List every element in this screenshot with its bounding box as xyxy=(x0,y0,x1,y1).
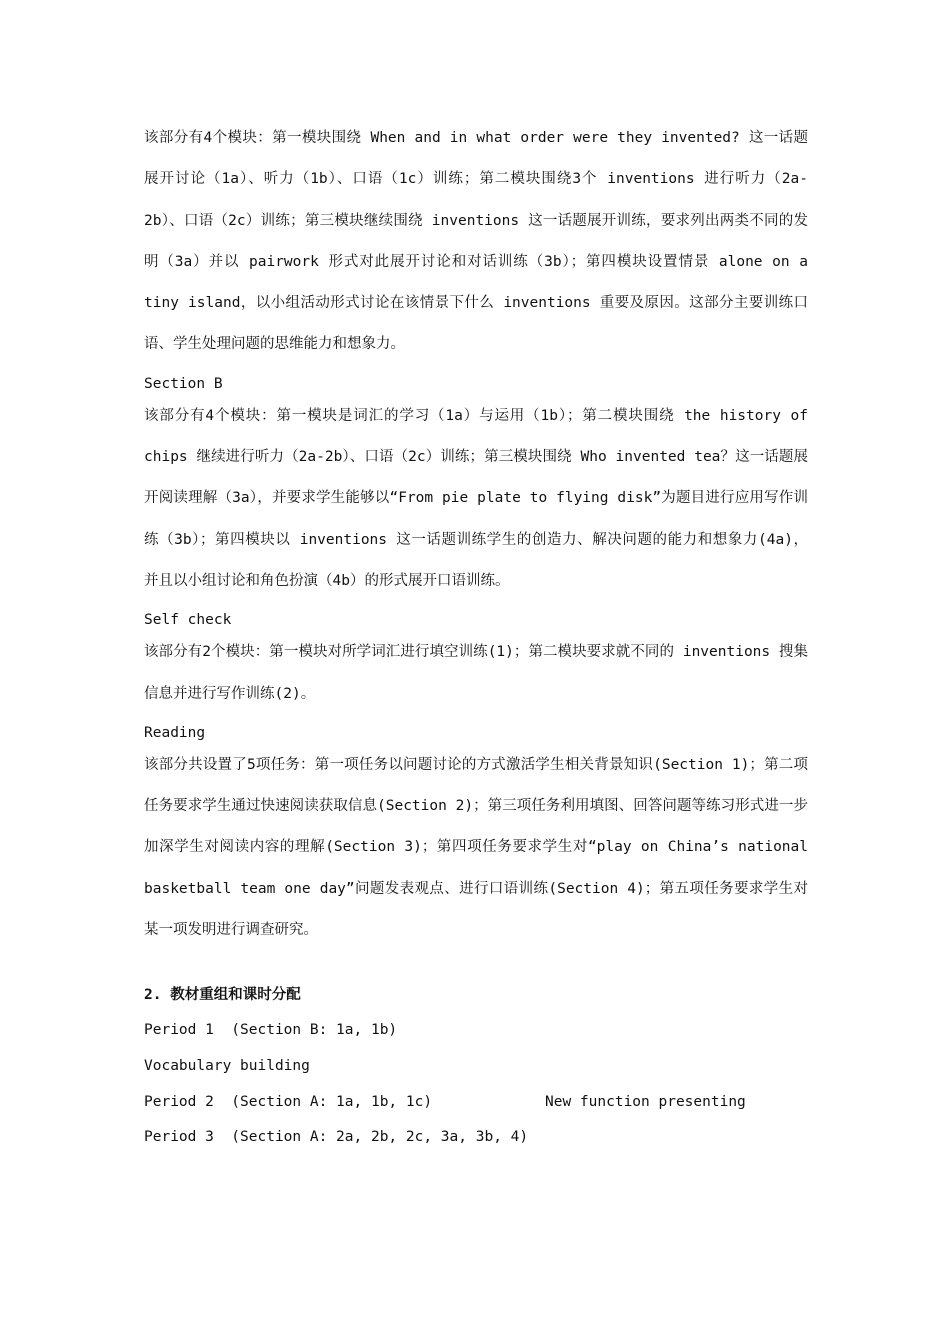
section-2-title: 2. 教材重组和课时分配 xyxy=(144,987,301,1004)
period-1-note: Vocabulary building xyxy=(144,1058,310,1075)
section-b-paragraph: 该部分有4个模块：第一模块是词汇的学习（1a）与运用（1b）；第二模块围绕 the history of chips 继续进行听力（2a-2b）、口语（2c）训练；第三模块围绕 Who invented tea？这一话题展开阅读理解（3a），并要求学生能够以“From pie plate to flying disk”为题目进行应用写作训练（3b）；第四模块以 inventions 这一话题训练学生的创造力、解决问题的能力和想象力(4a)， 并且以小组讨论和角色扮演（4b）的形式展开口语训练。 xyxy=(144,407,808,589)
period-2-note: New function presenting xyxy=(545,1093,746,1110)
section-a-paragraph: 该部分有4个模块：第一模块围绕 When and in what order were they invented? 这一话题展开讨论（1a）、听力（1b）、口语（1c）训练；第二模块围绕3个 inventions 进行听力（2a-2b）、口语（2c）训练；第三模块继续围绕 inventions 这一话题展开训练，要求列出两类不同的发明（3a）并以 pairwork 形式对此展开讨论和对话训练（3b）；第四模块设置情景 alone on a tiny island，以小组活动形式讨论在该情景下什么 inventions 重要及原因。这部分主要训练口语、学生处理问题的思维能力和想象力。 xyxy=(144,130,808,353)
period-3: Period 3 (Section A: 2a, 2b, 2c, 3a, 3b, 4) xyxy=(144,1129,529,1146)
reading-paragraph: 该部分共设置了5项任务：第一项任务以问题讨论的方式激活学生相关背景知识(Section 1)；第二项任务要求学生通过快速阅读获取信息(Section 2)；第三项任务利用填图、回答问题等练习形式进一步加深学生对阅读内容的理解(Section 3)；第四项任务要求学生对“play on China’s national basketball team one day”问题发表观点、进行口语训练(Section 4)；第五项任务要求学生对某一项发明进行调查研究。 xyxy=(144,756,808,939)
period-2: Period 2 (Section A: 1a, 1b, 1c) xyxy=(144,1093,433,1110)
reading-heading: Reading xyxy=(144,724,206,741)
period-1: Period 1 (Section B: 1a, 1b) xyxy=(144,1022,398,1039)
section-b-heading: Section B xyxy=(144,375,223,392)
period-2-row xyxy=(144,1085,808,1121)
self-check-heading: Self check xyxy=(144,612,232,629)
document-page xyxy=(144,118,808,1156)
self-check-paragraph: 该部分有2个模块：第一模块对所学词汇进行填空训练(1)；第二模块要求就不同的 inventions 搜集信息并进行写作训练(2)。 xyxy=(144,644,808,702)
